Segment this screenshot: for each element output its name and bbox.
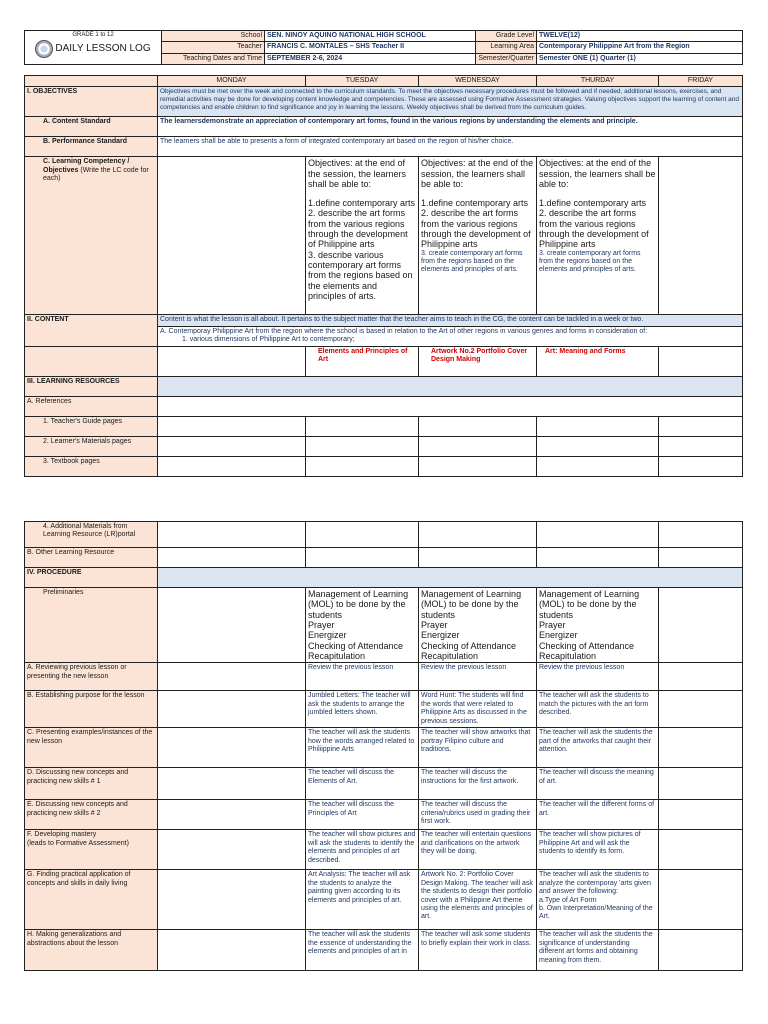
grade-level-label: Grade Level — [476, 31, 537, 42]
day-monday: MONDAY — [158, 76, 306, 87]
proc-wednesday: The teacher will discuss the instructions for the first artwork. — [419, 768, 537, 800]
table-row — [25, 663, 743, 691]
school-label: School — [162, 31, 265, 42]
proc-tuesday: Art Analysis: The teacher will ask the students to analyze the painting given according to its elements and principles of art. — [306, 870, 419, 930]
table-row — [25, 830, 743, 870]
sem-label: Semester/Quarter — [476, 53, 537, 64]
dates-label: Teaching Dates and Time — [162, 53, 265, 64]
content-wednesday: Artwork No.2 Portfolio Cover Design Making — [419, 346, 537, 376]
table-row — [25, 930, 743, 971]
proc-label: Preliminaries — [25, 588, 158, 663]
content-tuesday: Elements and Principles of Art — [306, 346, 419, 376]
content-standard-label: A. Content Standard — [25, 117, 158, 137]
dates-value: SEPTEMBER 2-6, 2024 — [265, 53, 476, 64]
textbook-label: 3. Textbook pages — [25, 456, 158, 476]
competency-thursday — [537, 157, 659, 315]
competency-friday — [659, 157, 743, 315]
competency-label: C. Learning Competency / Objectives — [43, 158, 130, 174]
content-note: Content is what the lesson is all about. It pertains to the subject matter that the teacher aims to teach in the CG, the content can be tackled in a week or two. — [158, 315, 743, 326]
procedure-label: IV. PROCEDURE — [25, 568, 158, 588]
proc-thursday: The teacher will ask the students the part of the artworks that caught their attention. — [537, 728, 659, 768]
proc-tuesday: The teacher will show pictures and will ask the students to identify the elements and principles of art described. — [306, 830, 419, 870]
day-tuesday: TUESDAY — [306, 76, 419, 87]
school-value: SEN. NINOY AQUINO NATIONAL HIGH SCHOOL — [265, 31, 476, 42]
grade-range: GRADE 1 to 12 — [72, 32, 114, 38]
resources-label: III. LEARNING RESOURCES — [25, 376, 158, 396]
competency-label-note: (Write the LC code for each) — [43, 166, 149, 183]
objectives-label: I. OBJECTIVES — [25, 87, 158, 117]
proc-label: B. Establishing purpose for the lesson — [25, 691, 158, 728]
content-label: II. CONTENT — [25, 315, 158, 346]
proc-wednesday: The teacher will show artworks that portray Filipino culture and traditions. — [419, 728, 537, 768]
proc-wednesday: Management of Learning (MOL) to be done by the students Prayer Energizer Checking of Attendance Recapitulation — [419, 588, 537, 663]
teacher-value: FRANCIS C. MONTALES – SHS Teacher II — [265, 42, 476, 53]
competency-thu-items: 1.define contemporary arts 2. describe the art forms from the various regions through the development of Philippine arts — [539, 197, 649, 250]
content-lines — [158, 326, 743, 346]
competency-tue-intro: Objectives: at the end of the session, the learners shall be able to: — [308, 158, 407, 190]
table-row — [25, 588, 743, 663]
other-resource-label: B. Other Learning Resource — [25, 548, 158, 568]
table-row — [25, 800, 743, 830]
proc-thursday: The teacher will show pictures of Philippine Art and will ask the students to identify its form. — [537, 830, 659, 870]
competency-monday — [158, 157, 306, 315]
logo-title-cell — [25, 31, 162, 65]
proc-tuesday: Review the previous lesson — [306, 663, 419, 691]
log-title: DAILY LESSON LOG — [55, 43, 151, 55]
proc-thursday: The teacher will ask the students the significance of understanding different art forms and obtaining meaning from them. — [537, 930, 659, 971]
competency-thu-intro: Objectives: at the end of the session, the learners shall be able to: — [539, 158, 656, 190]
learners-materials-label: 2. Learner's Materials pages — [25, 436, 158, 456]
content-standard-text: The learnersdemonstrate an appreciation of contemporary art forms, found in the various regions by understanding the elements and principle. — [158, 117, 743, 137]
proc-label: E. Discussing new concepts and practicing new skills # 2 — [25, 800, 158, 830]
competency-wed-small: 3. create contemporary art forms from the regions based on the elements and principles of arts. — [421, 249, 523, 274]
proc-thursday: Management of Learning (MOL) to be done by the students Prayer Energizer Checking of Attendance Recapitulation — [537, 588, 659, 663]
proc-label: C. Presenting examples/instances of the new lesson — [25, 728, 158, 768]
day-header-row — [25, 76, 743, 87]
proc-tuesday: Jumbled Letters: The teacher will ask the students to arrange the jumbled letters shown. — [306, 691, 419, 728]
competency-wed-items: 1.define contemporary arts 2. describe the art forms from the various regions through the development of Philippine arts — [421, 197, 531, 250]
proc-label: A. Reviewing previous lesson or presenting the new lesson — [25, 663, 158, 691]
proc-thursday: Review the previous lesson — [537, 663, 659, 691]
header-block — [24, 30, 742, 65]
proc-tuesday: The teacher will discuss the Elements of Art. — [306, 768, 419, 800]
grade-level-value: TWELVE(12) — [537, 31, 743, 42]
day-friday: FRIDAY — [659, 76, 743, 87]
proc-tuesday: The teacher will ask the students how the words arranged related to Philiippine Arts — [306, 728, 419, 768]
competency-label-cell — [25, 157, 158, 315]
performance-standard-label: B. Performance Standard — [25, 137, 158, 157]
content-thursday: Art: Meaning and Forms — [537, 346, 659, 376]
proc-thursday: The teacher will discuss the meaning of art. — [537, 768, 659, 800]
references-label: A. References — [25, 396, 158, 416]
day-wednesday: WEDNESDAY — [419, 76, 537, 87]
competency-thu-small: 3. create contemporary art forms from the regions based on the elements and principles of arts. — [539, 249, 641, 274]
proc-wednesday: The teacher will entertain questions and clarifications on the artwork they will be doing. — [419, 830, 537, 870]
performance-standard-text: The learners shall be able to presents a form of integrated contemporary art based on the region of his/her choice. — [158, 137, 743, 157]
teachers-guide-label: 1. Teacher's Guide pages — [25, 416, 158, 436]
competency-wed-intro: Objectives: at the end of the session, the learners shall be able to: — [421, 158, 534, 190]
proc-wednesday: Review the previous lesson — [419, 663, 537, 691]
additional-materials-label: 4. Additional Materials from Learning Resource (LR)portal — [25, 522, 158, 548]
proc-wednesday: The teacher will discuss the criteria/rubrics used in grading their first work. — [419, 800, 537, 830]
deped-seal-icon — [35, 40, 53, 58]
teacher-label: Teacher — [162, 42, 265, 53]
competency-tuesday — [306, 157, 419, 315]
table-row — [25, 691, 743, 728]
content-line1: A. Contemporay Philippine Art from the region where the school is based in relation to the Art of other regions in various genres and forms in consideration of: — [160, 327, 648, 335]
content-line2: 1. various dimensions of Philippine Art to contemporary; — [182, 336, 355, 344]
proc-thursday: The teacher will ask the students to analyze the contemporay 'arts given and answer the following: a.Type of Art Form b. Own Interpretation/Meaning of the Art. — [537, 870, 659, 930]
sem-value: Semester ONE (1) Quarter (1) — [537, 53, 743, 64]
table-row — [25, 728, 743, 768]
proc-label: G. Finding practical application of concepts and skills in daily living — [25, 870, 158, 930]
proc-thursday: The teacher will ask the students to match the pictures with the art form described. — [537, 691, 659, 728]
competency-tue-items: 1.define contemporary arts 2. describe the art forms from the various regions through the development of Philippine arts 3. describe various contemporary art forms from the regions based on the elements and principles of arts. — [308, 197, 416, 301]
lesson-table-part2 — [24, 521, 742, 971]
proc-tuesday: The teacher will ask the students the essence of understanding the elements and principles of art in — [306, 930, 419, 971]
table-row — [25, 870, 743, 930]
day-thursday: THURDAY — [537, 76, 659, 87]
proc-wednesday: The teacher will ask some students to briefly explain their work in class. — [419, 930, 537, 971]
lesson-table-part1 — [24, 75, 742, 477]
proc-label: F. Developing mastery (leads to Formative Assessment) — [25, 830, 158, 870]
proc-thursday: The teacher will the different forms of art. — [537, 800, 659, 830]
competency-wednesday — [419, 157, 537, 315]
proc-label: D. Discussing new concepts and practicing new skills # 1 — [25, 768, 158, 800]
table-row — [25, 768, 743, 800]
area-value: Contemporary Philippine Art from the Region — [537, 42, 743, 53]
proc-tuesday: Management of Learning (MOL) to be done by the students Prayer Energizer Checking of Attendance Recapitulation — [306, 588, 419, 663]
proc-wednesday: Word Hunt: The students will find the words that were related to Philippine Arts as discussed in the previous sessions. — [419, 691, 537, 728]
area-label: Learning Area — [476, 42, 537, 53]
objectives-text: Objectives must be met over the week and connected to the curriculum standards. To meet the objectives necessary procedures must be followed and if needed, additional lessons, exercises, and remedial activities may be done for developing content knowledge and competencies. These are assessed using Formative Assessment strategies. Valuing objectives support the learning of content and competencies and enable children to find significance and joy in learning the lessons. Weekly objectives shall be derived from the curriculum guides. — [158, 87, 743, 117]
proc-tuesday: The teacher will discuss the Principles of Art — [306, 800, 419, 830]
proc-label: H. Making generalizations and abstractions about the lesson — [25, 930, 158, 971]
proc-wednesday: Artwork No. 2: Portfolio Cover Design Making. The teacher will ask the students to design their portfolio cover with a Philippine Art theme using the elements and principles of art. — [419, 870, 537, 930]
